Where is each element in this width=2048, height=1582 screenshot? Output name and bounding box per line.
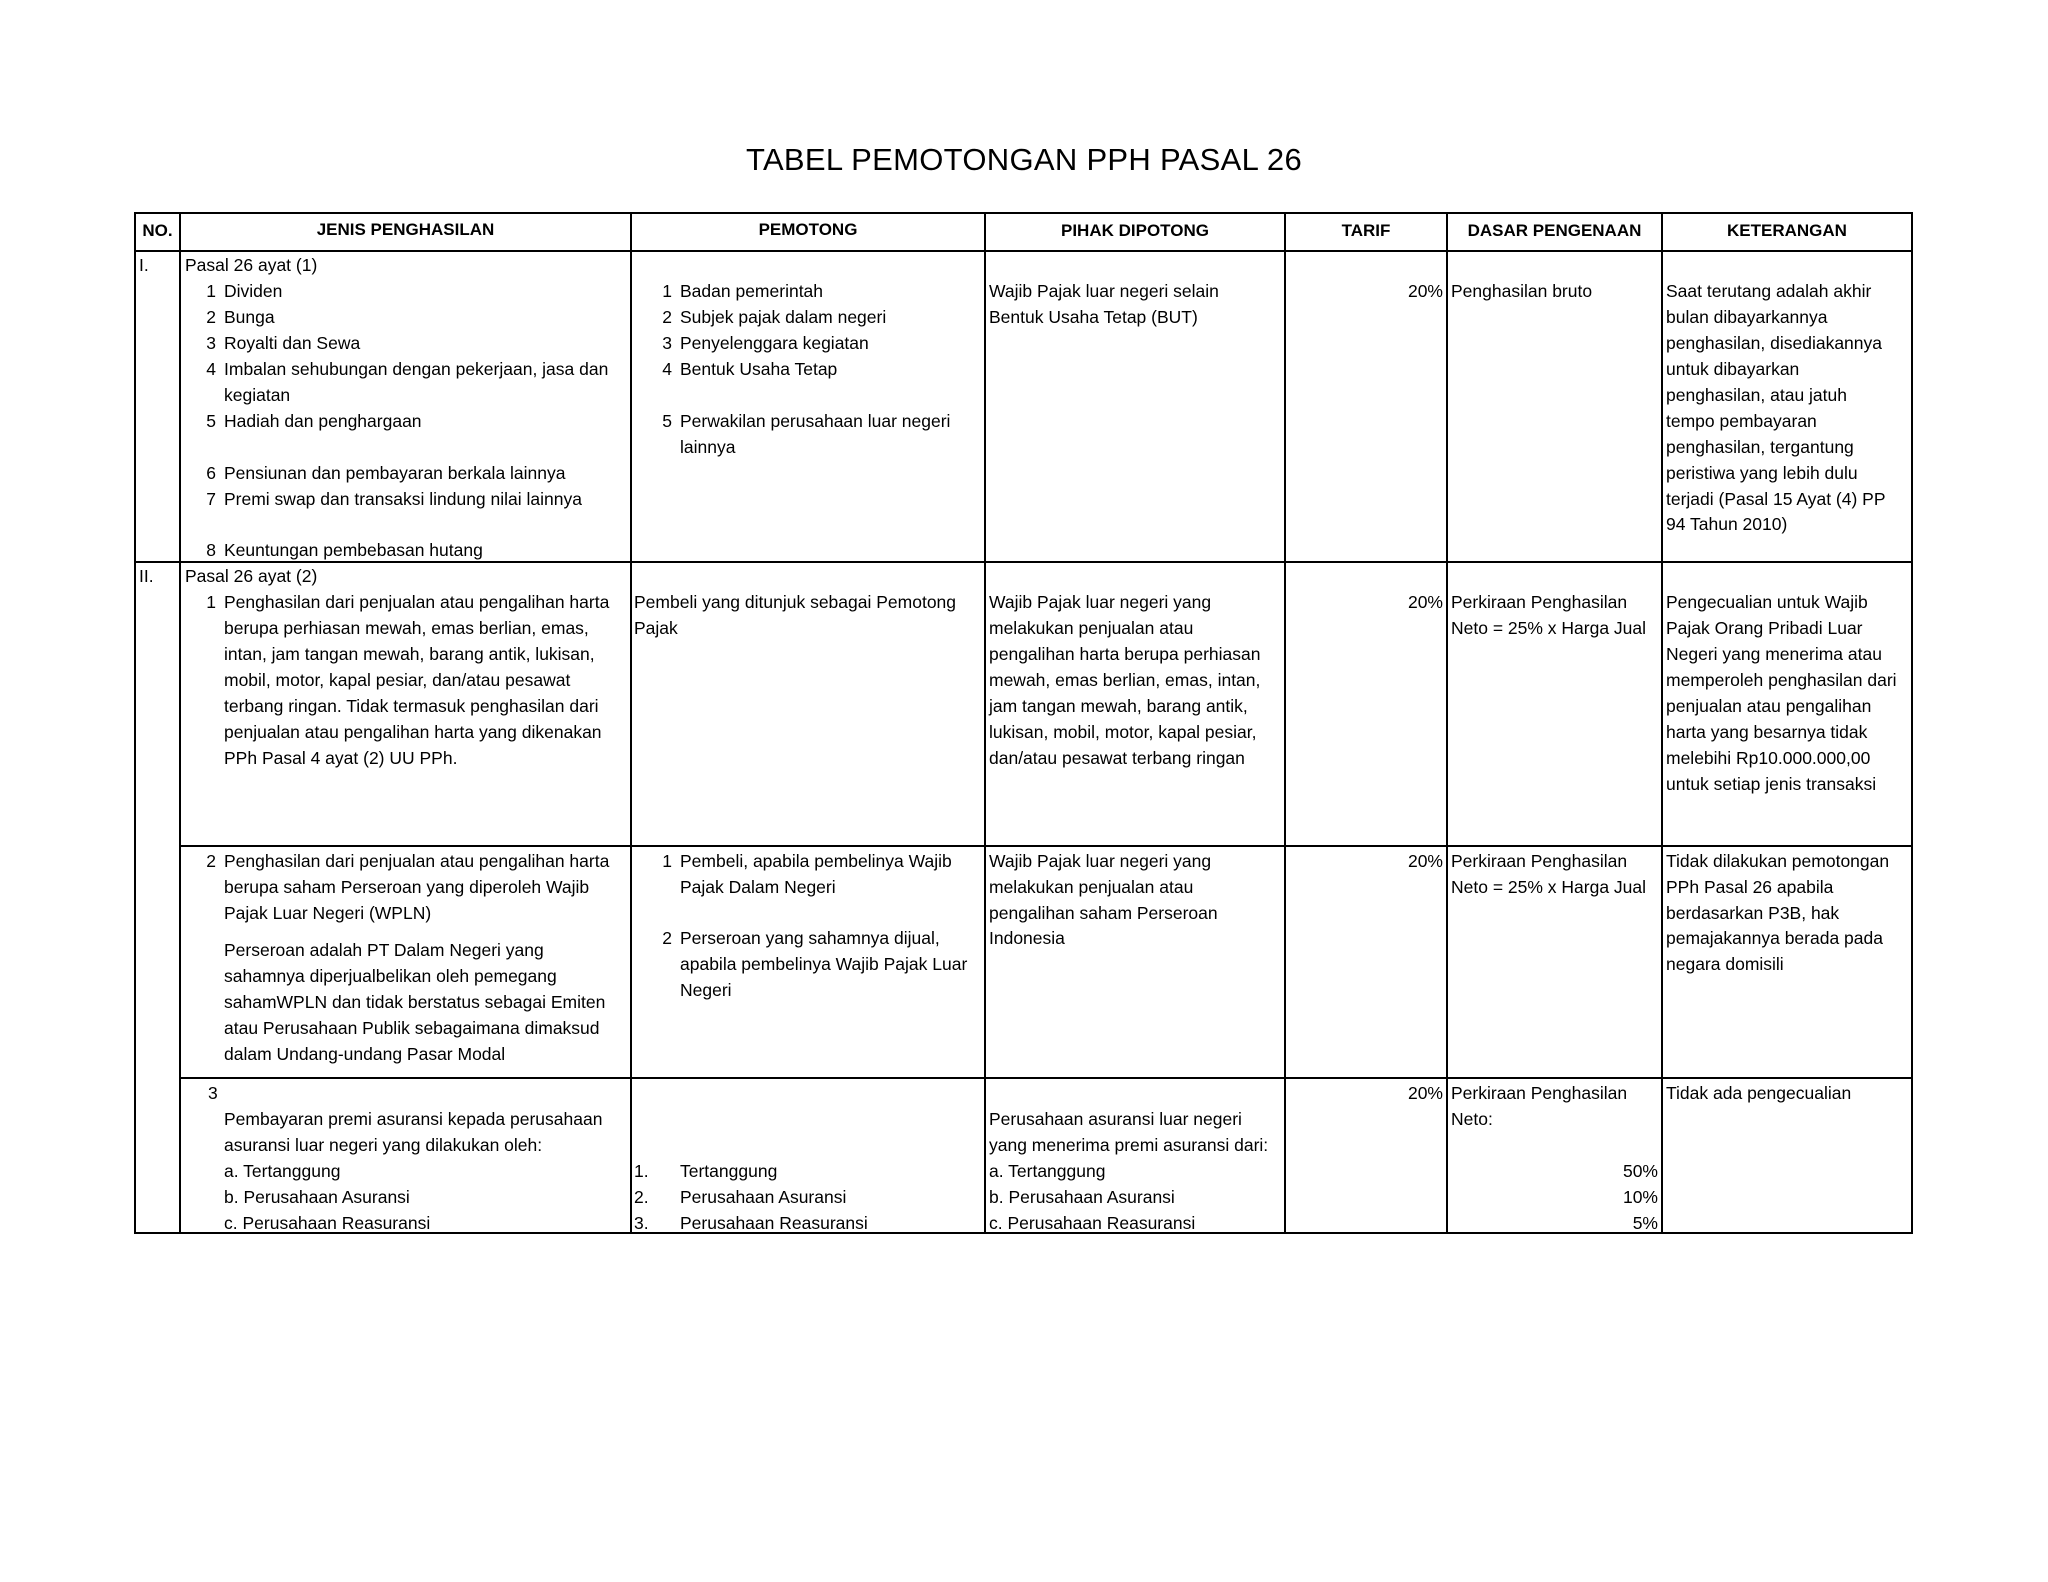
withheld-party: pengalihan harta berupa perhiasan xyxy=(989,644,1261,664)
row-divider xyxy=(179,845,1913,847)
item-number: 2 xyxy=(206,307,216,327)
tax-rate: 20% xyxy=(1407,1083,1443,1103)
income-type: b. Perusahaan Asuransi xyxy=(224,1187,410,1207)
tax-base: Neto: xyxy=(1451,1109,1493,1129)
row-divider xyxy=(179,1077,1913,1079)
tax-base: Neto = 25% x Harga Jual xyxy=(1451,618,1647,638)
col-divider xyxy=(1661,212,1663,1234)
remarks: Tidak dilakukan pemotongan xyxy=(1666,851,1890,871)
remarks: pemajakannya berada pada xyxy=(1666,928,1883,948)
withheld-party: Bentuk Usaha Tetap (BUT) xyxy=(989,307,1198,327)
withheld-party: c. Perusahaan Reasuransi xyxy=(989,1213,1196,1233)
income-type: Pajak Luar Negeri (WPLN) xyxy=(224,903,432,923)
withholder: Perwakilan perusahaan luar negeri xyxy=(680,411,951,431)
header-divider xyxy=(134,250,1913,252)
tax-base-percentage: 5% xyxy=(1632,1213,1658,1233)
income-note: dalam Undang-undang Pasar Modal xyxy=(224,1044,506,1064)
item-number: 1 xyxy=(206,281,216,301)
income-type: terbang ringan. Tidak termasuk penghasilan dari xyxy=(224,696,599,716)
income-type: mobil, motor, kapal pesiar, dan/atau pesawat xyxy=(224,670,571,690)
col-divider xyxy=(179,212,181,1234)
income-type: Royalti dan Sewa xyxy=(224,333,361,353)
remarks: memperoleh penghasilan dari xyxy=(1666,670,1897,690)
income-type: intan, jam tangan mewah, barang antik, lukisan, xyxy=(224,644,595,664)
income-type: PPh Pasal 4 ayat (2) UU PPh. xyxy=(224,748,458,768)
tax-rate: 20% xyxy=(1407,851,1443,871)
item-number: 2 xyxy=(662,928,672,948)
item-number: 1. xyxy=(634,1161,649,1181)
header-pemotong: PEMOTONG xyxy=(758,220,858,239)
item-number: 2 xyxy=(206,851,216,871)
item-number: 3. xyxy=(634,1213,649,1233)
income-type: berupa saham Perseroan yang diperoleh Wajib xyxy=(224,877,590,897)
remarks: 94 Tahun 2010) xyxy=(1666,514,1788,534)
tax-base-percentage: 50% xyxy=(1622,1161,1658,1181)
income-type: a. Tertanggung xyxy=(224,1161,341,1181)
remarks: penjualan atau pengalihan xyxy=(1666,696,1872,716)
remarks: Negeri yang menerima atau xyxy=(1666,644,1882,664)
withholder: Negeri xyxy=(680,980,732,1000)
remarks: bulan dibayarkannya xyxy=(1666,307,1828,327)
col-divider xyxy=(984,212,986,1234)
income-type: c. Perusahaan Reasuransi xyxy=(224,1213,431,1233)
withholder: Perseroan yang sahamnya dijual, xyxy=(680,928,940,948)
withholder: lainnya xyxy=(680,437,736,457)
remarks: tempo pembayaran xyxy=(1666,411,1817,431)
income-note: sahamWPLN dan tidak berstatus sebagai Emiten xyxy=(224,992,606,1012)
tax-base: Perkiraan Penghasilan xyxy=(1451,592,1628,612)
withheld-party: lukisan, mobil, motor, kapal pesiar, xyxy=(989,722,1257,742)
remarks: harta yang besarnya tidak xyxy=(1666,722,1868,742)
section-number: I. xyxy=(139,255,149,275)
item-number: 3 xyxy=(208,1083,218,1103)
item-number: 8 xyxy=(206,540,216,560)
item-number: 4 xyxy=(662,359,672,379)
income-type: Dividen xyxy=(224,281,283,301)
tax-base-percentage: 10% xyxy=(1622,1187,1658,1207)
remarks: Saat terutang adalah akhir xyxy=(1666,281,1872,301)
item-number: 1 xyxy=(206,592,216,612)
income-type: penjualan atau pengalihan harta yang dikenakan xyxy=(224,722,602,742)
header-keterangan: KETERANGAN xyxy=(1727,221,1847,240)
income-type: berupa perhiasan mewah, emas berlian, emas, xyxy=(224,618,589,638)
withheld-party: mewah, emas berlian, emas, intan, xyxy=(989,670,1261,690)
remarks: PPh Pasal 26 apabila xyxy=(1666,877,1834,897)
income-type: Bunga xyxy=(224,307,275,327)
withheld-party: Wajib Pajak luar negeri selain xyxy=(989,281,1219,301)
withheld-party: a. Tertanggung xyxy=(989,1161,1106,1181)
item-number: 1 xyxy=(662,851,672,871)
remarks: penghasilan, tergantung xyxy=(1666,437,1854,457)
withholder: Bentuk Usaha Tetap xyxy=(680,359,838,379)
item-number: 7 xyxy=(206,489,216,509)
income-note: atau Perusahaan Publik sebagaimana dimaksud xyxy=(224,1018,600,1038)
income-type: asuransi luar negeri yang dilakukan oleh: xyxy=(224,1135,543,1155)
withholder: Perusahaan Reasuransi xyxy=(680,1213,868,1233)
remarks: berdasarkan P3B, hak xyxy=(1666,903,1840,923)
tax-base: Neto = 25% x Harga Jual xyxy=(1451,877,1647,897)
header-dasar-pengenaan: DASAR PENGENAAN xyxy=(1467,221,1642,240)
tax-base: Penghasilan bruto xyxy=(1451,281,1593,301)
remarks: untuk dibayarkan xyxy=(1666,359,1800,379)
withholder: Pembeli, apabila pembelinya Wajib xyxy=(680,851,952,871)
remarks: melebihi Rp10.000.000,00 xyxy=(1666,748,1871,768)
income-type: kegiatan xyxy=(224,385,291,405)
item-number: 4 xyxy=(206,359,216,379)
remarks: Tidak ada pengecualian xyxy=(1666,1083,1852,1103)
tax-rate: 20% xyxy=(1407,592,1443,612)
withheld-party: pengalihan saham Perseroan xyxy=(989,903,1218,923)
withheld-party: Wajib Pajak luar negeri yang xyxy=(989,592,1212,612)
withheld-party: melakukan penjualan atau xyxy=(989,877,1194,897)
withheld-party: jam tangan mewah, barang antik, xyxy=(989,696,1248,716)
income-type: Hadiah dan penghargaan xyxy=(224,411,422,431)
remarks: peristiwa yang lebih dulu xyxy=(1666,463,1858,483)
col-divider xyxy=(630,212,632,1234)
header-tarif: TARIF xyxy=(1341,221,1391,240)
withheld-party: yang menerima premi asuransi dari: xyxy=(989,1135,1269,1155)
income-type: Penghasilan dari penjualan atau pengalihan harta xyxy=(224,851,610,871)
page-title: TABEL PEMOTONGAN PPH PASAL 26 xyxy=(746,142,1302,177)
tax-rate: 20% xyxy=(1407,281,1443,301)
withholder: Perusahaan Asuransi xyxy=(680,1187,847,1207)
withholder: Tertanggung xyxy=(680,1161,778,1181)
header-jenis-penghasilan: JENIS PENGHASILAN xyxy=(316,220,495,239)
remarks: negara domisili xyxy=(1666,954,1784,974)
header-pihak-dipotong: PIHAK DIPOTONG xyxy=(1061,221,1209,240)
withheld-party: melakukan penjualan atau xyxy=(989,618,1194,638)
income-type: Premi swap dan transaksi lindung nilai lainnya xyxy=(224,489,582,509)
withholder: apabila pembelinya Wajib Pajak Luar xyxy=(680,954,968,974)
withheld-party: b. Perusahaan Asuransi xyxy=(989,1187,1175,1207)
remarks: penghasilan, atau jatuh xyxy=(1666,385,1847,405)
section-heading: Pasal 26 ayat (1) xyxy=(185,255,318,275)
item-number: 5 xyxy=(662,411,672,431)
withholder: Subjek pajak dalam negeri xyxy=(680,307,887,327)
item-number: 3 xyxy=(662,333,672,353)
tax-base: Perkiraan Penghasilan xyxy=(1451,1083,1628,1103)
remarks: penghasilan, disediakannya xyxy=(1666,333,1882,353)
header-no: NO. xyxy=(142,221,173,240)
withholder: Pembeli yang ditunjuk sebagai Pemotong xyxy=(634,592,957,612)
item-number: 3 xyxy=(206,333,216,353)
remarks: Pengecualian untuk Wajib xyxy=(1666,592,1868,612)
income-type: Keuntungan pembebasan hutang xyxy=(224,540,483,560)
col-divider xyxy=(1446,212,1448,1234)
income-note: Perseroan adalah PT Dalam Negeri yang xyxy=(224,940,544,960)
income-type: Pembayaran premi asuransi kepada perusahaan xyxy=(224,1109,603,1129)
item-number: 2. xyxy=(634,1187,649,1207)
remarks: Pajak Orang Pribadi Luar xyxy=(1666,618,1863,638)
income-type: Pensiunan dan pembayaran berkala lainnya xyxy=(224,463,566,483)
income-type: Penghasilan dari penjualan atau pengalihan harta xyxy=(224,592,610,612)
item-number: 1 xyxy=(662,281,672,301)
section-heading: Pasal 26 ayat (2) xyxy=(185,566,318,586)
income-note: sahamnya diperjualbelikan oleh pemegang xyxy=(224,966,557,986)
withholder: Penyelenggara kegiatan xyxy=(680,333,869,353)
item-number: 6 xyxy=(206,463,216,483)
withheld-party: Perusahaan asuransi luar negeri xyxy=(989,1109,1242,1129)
withholder: Pajak xyxy=(634,618,678,638)
withheld-party: dan/atau pesawat terbang ringan xyxy=(989,748,1245,768)
withholder: Pajak Dalam Negeri xyxy=(680,877,836,897)
section-number: II. xyxy=(139,566,154,586)
remarks: untuk setiap jenis transaksi xyxy=(1666,774,1877,794)
withheld-party: Wajib Pajak luar negeri yang xyxy=(989,851,1212,871)
withholder: Badan pemerintah xyxy=(680,281,824,301)
item-number: 5 xyxy=(206,411,216,431)
tax-base: Perkiraan Penghasilan xyxy=(1451,851,1628,871)
income-type: Imbalan sehubungan dengan pekerjaan, jasa dan xyxy=(224,359,609,379)
withheld-party: Indonesia xyxy=(989,928,1065,948)
item-number: 2 xyxy=(662,307,672,327)
remarks: terjadi (Pasal 15 Ayat (4) PP xyxy=(1666,489,1886,509)
